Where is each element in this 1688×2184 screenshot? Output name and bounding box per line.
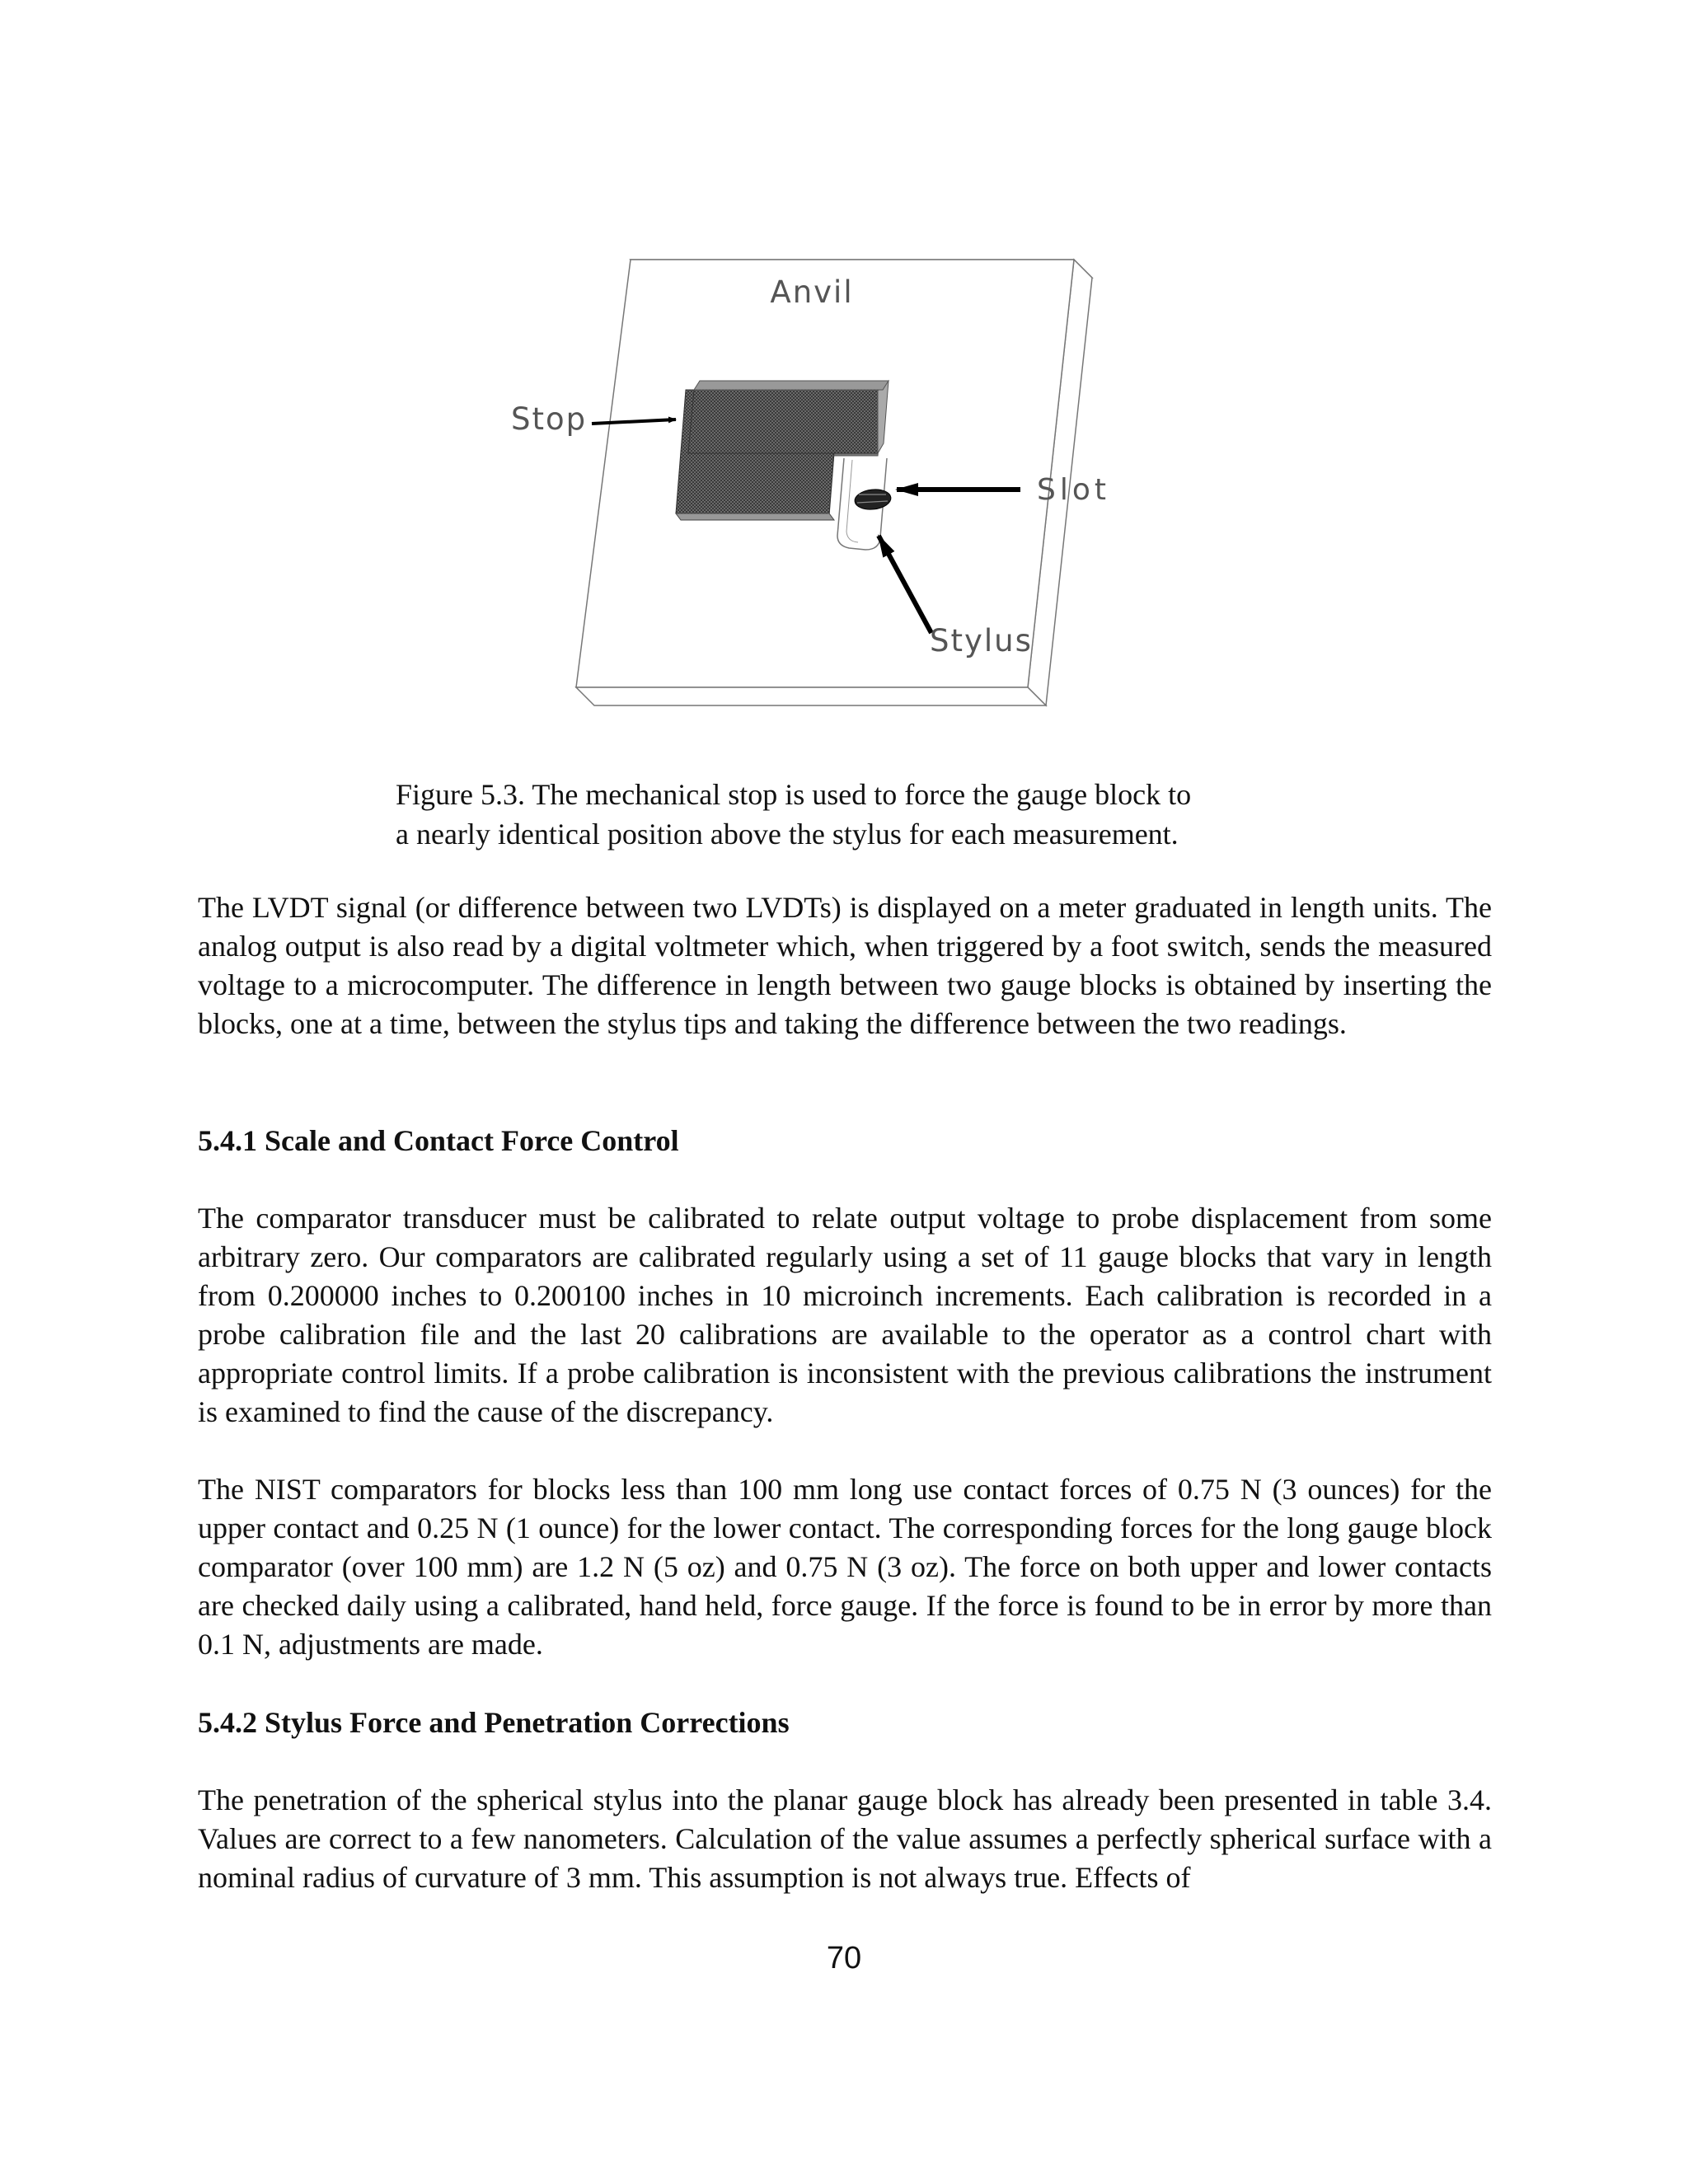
caption-line-2: a nearly identical position above the stylus for each measurement. xyxy=(396,818,1179,851)
stylus-label: Stylus xyxy=(930,623,1033,658)
paragraph-text: The penetration of the spherical stylus into the planar gauge block has already been presented in table 3.4. Values are correct to a few nanometers. Calculation of the value assumes a perfectly spherical surface with a nominal radius of curvature of 3 mm. This assumption is not always true. Effects of xyxy=(198,1783,1492,1894)
page-number: 70 xyxy=(826,1941,862,1975)
figure-anvil-diagram xyxy=(511,247,1170,733)
section-heading-5-4-2: 5.4.2 Stylus Force and Penetration Corrections xyxy=(198,1706,790,1739)
slot-label: Slot xyxy=(1037,473,1110,507)
anvil-diagram xyxy=(511,247,1170,733)
paragraph-text: The comparator transducer must be calibrated to relate output voltage to probe displacement from some arbitrary zero. Our comparators are calibrated regularly using a set of 11 gauge blocks that vary in length from 0.200000 inches to 0.200100 inches in 10 microinch increments. Each calibration is recorded in a probe calibration file and the last 20 calibrations are available to the operator as a control chart with appropriate control limits. If a probe calibration is inconsistent with the previous calibrations the instrument is examined to find the cause of the discrepancy. xyxy=(198,1202,1492,1428)
paragraph-contact-forces xyxy=(198,1470,1492,1664)
anvil-label: Anvil xyxy=(770,274,854,310)
stop-label: Stop xyxy=(511,401,588,437)
paragraph-lvdt-signal xyxy=(198,888,1492,1043)
paragraph-penetration xyxy=(198,1781,1492,1897)
paragraph-text: The LVDT signal (or difference between two LVDTs) is displayed on a meter graduated in length units. The analog output is also read by a digital voltmeter which, when triggered by a foot switch, sends the measured voltage to a microcomputer. The difference in length between two gauge blocks is obtained by inserting the blocks, one at a time, between the stylus tips and taking the difference between the two readings. xyxy=(198,891,1492,1040)
paragraph-calibration xyxy=(198,1199,1492,1432)
caption-line-1: Figure 5.3. The mechanical stop is used to force the gauge block to xyxy=(396,778,1192,811)
section-heading-5-4-1: 5.4.1 Scale and Contact Force Control xyxy=(198,1124,679,1157)
paragraph-text: The NIST comparators for blocks less than 100 mm long use contact forces of 0.75 N (3 ounces) for the upper contact and 0.25 N (1 ounce) for the lower contact. The corresponding forces for the long gauge block comparator (over 100 mm) are 1.2 N (5 oz) and 0.75 N (3 oz). The force on both upper and lower contacts are checked daily using a calibrated, hand held, force gauge. If the force is found to be in error by more than 0.1 N, adjustments are made. xyxy=(198,1473,1492,1661)
figure-caption xyxy=(396,775,1385,854)
